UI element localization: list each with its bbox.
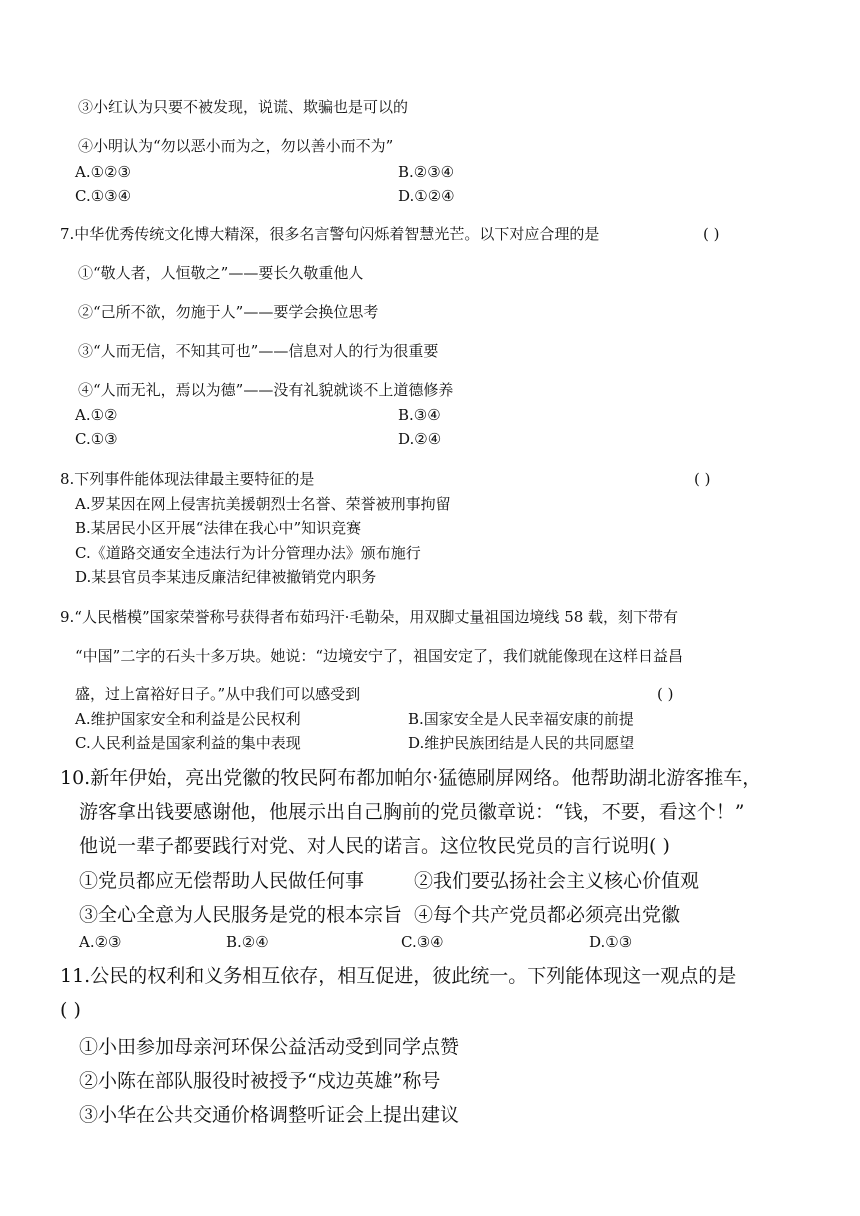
q10-item-4: ④每个共产党员都必须亮出党徽 — [414, 904, 681, 926]
q6-option-d: D.①②④ — [398, 187, 455, 205]
q10-item-2: ②我们要弘扬社会主义核心价值观 — [414, 870, 700, 892]
q10-option-b: B.②④ — [226, 933, 269, 951]
q9-line-2: “中国”二字的石头十多万块。她说：“边境安宁了，祖国安定了，我们就能像现在这样日益昌 — [75, 647, 684, 665]
q6-option-c: C.①③④ — [75, 187, 132, 205]
q7-answer-paren: ( ) — [703, 225, 720, 243]
q9-option-a: A.维护国家安全和利益是公民权利 — [75, 710, 301, 728]
q7-item-3: ③“人而无信，不知其可也”——信息对人的行为很重要 — [78, 342, 439, 360]
q10-item-1: ①党员都应无偿帮助人民做任何事 — [79, 870, 365, 892]
q7-option-a: A.①② — [75, 406, 118, 424]
q10-line-1: 10.新年伊始，亮出党徽的牧民阿布都加帕尔·猛德刷屏网络。他帮助湖北游客推车， — [60, 767, 762, 789]
q7-option-c: C.①③ — [75, 430, 118, 448]
q7-item-4: ④“人而无礼，焉以为德”——没有礼貌就谈不上道德修养 — [78, 381, 454, 399]
q8-option-b: B.某居民小区开展“法律在我心中”知识竞赛 — [75, 519, 362, 537]
q8-stem: 8.下列事件能体现法律最主要特征的是 — [60, 470, 315, 488]
q10-item-3: ③全心全意为人民服务是党的根本宗旨 — [79, 904, 403, 926]
q9-option-c: C.人民利益是国家利益的集中表现 — [75, 734, 301, 752]
q9-option-b: B.国家安全是人民幸福安康的前提 — [408, 710, 634, 728]
q6-option-a: A.①②③ — [75, 163, 131, 181]
q8-option-a: A.罗某因在网上侵害抗美援朝烈士名誉、荣誉被刑事拘留 — [75, 495, 451, 513]
q9-answer-paren: ( ) — [657, 685, 674, 703]
q7-stem: 7.中华优秀传统文化博大精深，很多名言警句闪烁着智慧光芒。以下对应合理的是 — [60, 225, 600, 243]
q7-option-d: D.②④ — [398, 430, 442, 448]
q9-line-3: 盛，过上富裕好日子。”从中我们可以感受到 — [75, 685, 361, 703]
q11-item-1: ①小田参加母亲河环保公益活动受到同学点赞 — [79, 1036, 460, 1058]
q9-line-1: 9.“人民楷模”国家荣誉称号获得者布茹玛汗·毛勒朵，用双脚丈量祖国边境线 58 载，刻下带有 — [60, 608, 679, 626]
q8-answer-paren: ( ) — [694, 470, 711, 488]
q6-item-4: ④小明认为“勿以恶小而为之，勿以善小而不为” — [78, 137, 394, 155]
q7-option-b: B.③④ — [398, 406, 441, 424]
q10-option-a: A.②③ — [79, 933, 122, 951]
q11-line-1: 11.公民的权利和义务相互依存，相互促进，彼此统一。下列能体现这一观点的是 — [60, 965, 737, 987]
q11-item-3: ③小华在公共交通价格调整听证会上提出建议 — [79, 1104, 460, 1126]
q7-item-2: ②“己所不欲，勿施于人”——要学会换位思考 — [78, 303, 379, 321]
q6-item-3: ③小红认为只要不被发现，说谎、欺骗也是可以的 — [78, 98, 409, 116]
q10-option-c: C.③④ — [401, 933, 444, 951]
q8-option-c: C.《道路交通安全违法行为计分管理办法》颁布施行 — [75, 544, 421, 562]
q11-item-2: ②小陈在部队服役时被授予“戍边英雄”称号 — [79, 1070, 441, 1092]
q10-line-3: 他说一辈子都要践行对党、对人民的诺言。这位牧民党员的言行说明( ) — [79, 835, 670, 857]
q10-line-2: 游客拿出钱要感谢他，他展示出自己胸前的党员徽章说：“钱，不要，看这个！” — [79, 801, 745, 823]
q8-option-d: D.某县官员李某违反廉洁纪律被撤销党内职务 — [75, 568, 377, 586]
q11-answer-paren: ( ) — [60, 999, 81, 1021]
q6-option-b: B.②③④ — [398, 163, 455, 181]
q9-option-d: D.维护民族团结是人民的共同愿望 — [408, 734, 635, 752]
q7-item-1: ①“敬人者，人恒敬之”——要长久敬重他人 — [78, 264, 364, 282]
q10-option-d: D.①③ — [589, 933, 633, 951]
